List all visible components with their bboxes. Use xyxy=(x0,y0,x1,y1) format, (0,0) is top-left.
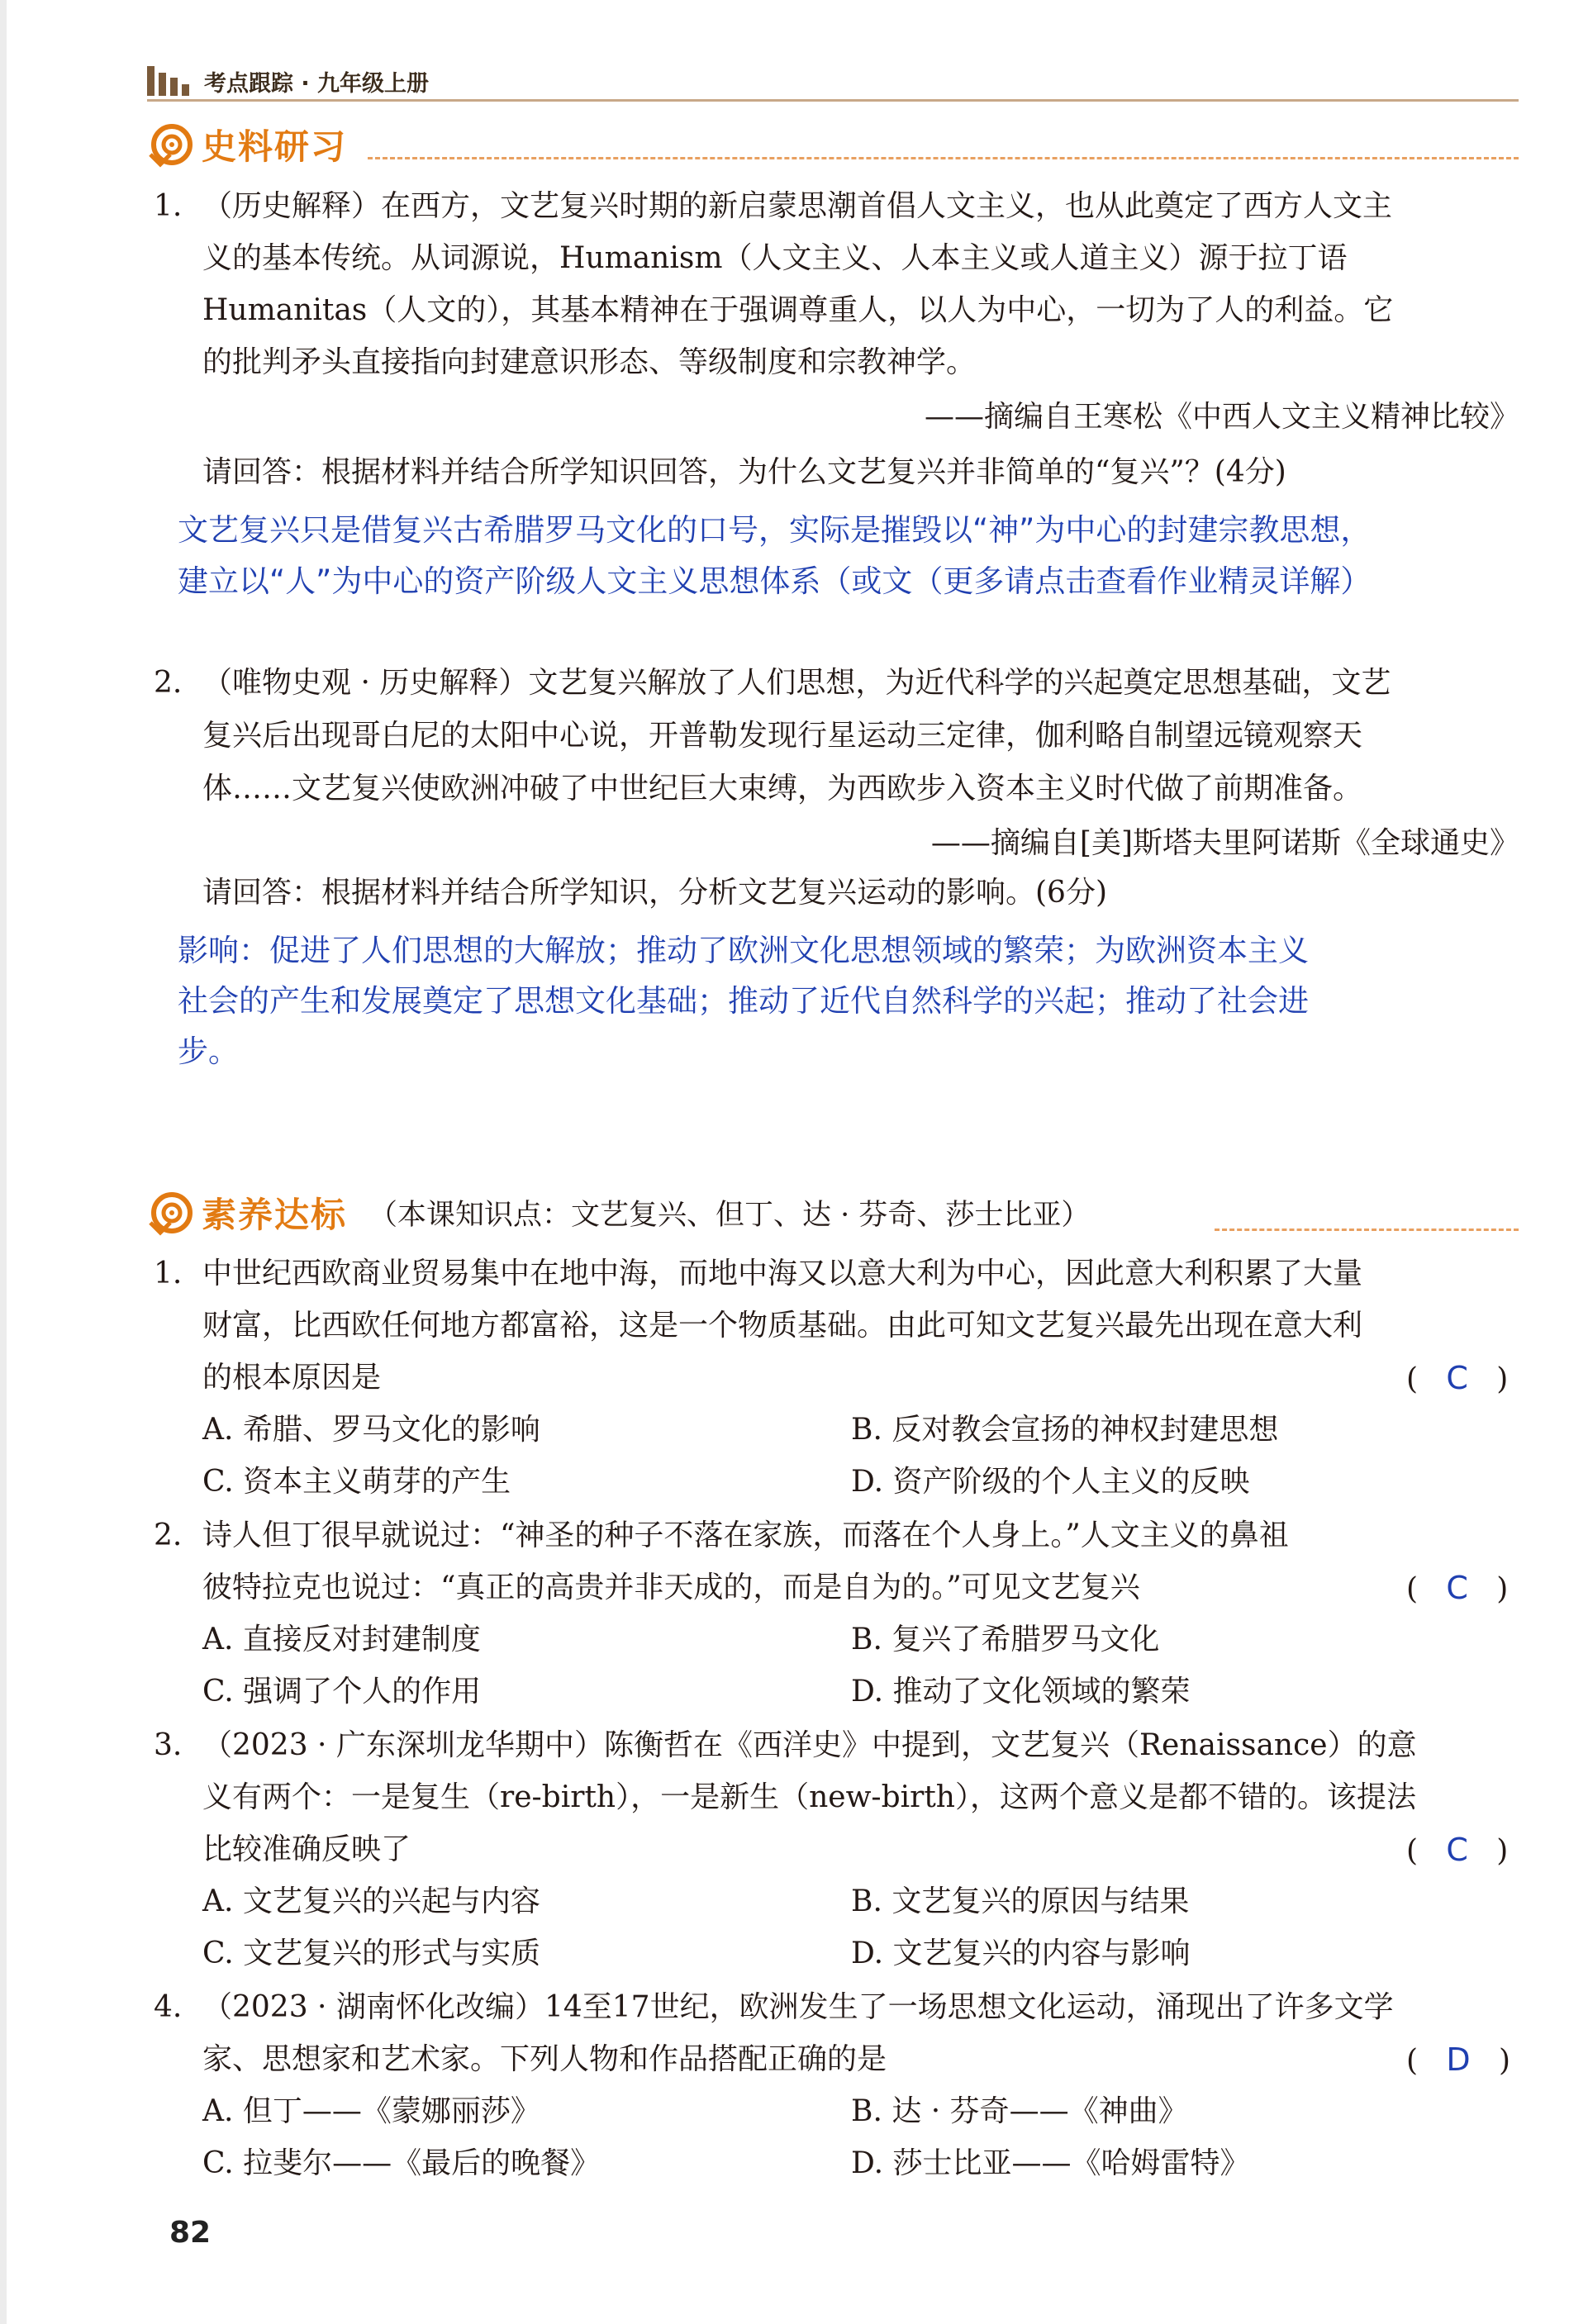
question-text-line: 彼特拉克也说过：“真正的高贵并非天成的，而是自为的。”可见文艺复兴 xyxy=(202,1571,1140,1604)
option-d: D. 推动了文化领域的繁荣 xyxy=(851,1675,1191,1709)
section-heading-research xyxy=(147,116,347,173)
answer-line: 步。 xyxy=(178,1034,239,1069)
option-c: C. 拉斐尔——《最后的晚餐》 xyxy=(202,2146,601,2180)
answer-bracket: ( C ) xyxy=(1406,1360,1509,1396)
target-icon xyxy=(147,121,193,168)
question-text-line: （历史解释）在西方，文艺复兴时期的新启蒙思潮首倡人文主义，也从此奠定了西方人文主 xyxy=(202,189,1393,223)
answer-bracket: ( C ) xyxy=(1406,1832,1509,1868)
question-text-line: 的批判矛头直接指向封建意识形态、等级制度和宗教神学。 xyxy=(202,345,977,379)
question-prompt: 请回答：根据材料并结合所学知识，分析文艺复兴运动的影响。(6分) xyxy=(202,876,1107,910)
option-b: B. 复兴了希腊罗马文化 xyxy=(851,1623,1160,1656)
answer-line: 文艺复兴只是借复兴古希腊罗马文化的口号，实际是摧毁以“神”为中心的封建宗教思想， xyxy=(178,512,1372,548)
question-number: 1. xyxy=(154,1257,183,1290)
option-a: A. 直接反对封建制度 xyxy=(202,1623,481,1656)
question-text-line: 财富，比西欧任何地方都富裕，这是一个物质基础。由此可知文艺复兴最先出现在意大利 xyxy=(202,1309,1363,1343)
option-b: B. 文艺复兴的原因与结果 xyxy=(851,1884,1190,1918)
choice-answer: C xyxy=(1446,1570,1468,1606)
header-rule xyxy=(147,99,1519,102)
section-note: （本课知识点：文艺复兴、但丁、达 · 芬奇、莎士比亚） xyxy=(368,1199,1091,1232)
question-text-line: 义有两个：一是复生（re-birth），一是新生（new-birth），这两个意义是都不错的。该提法 xyxy=(202,1780,1416,1814)
option-a: A. 但丁——《蒙娜丽莎》 xyxy=(202,2094,540,2128)
question-number: 3. xyxy=(154,1728,183,1762)
option-d: D. 文艺复兴的内容与影响 xyxy=(851,1937,1191,1970)
running-header xyxy=(147,64,429,97)
question-prompt: 请回答：根据材料并结合所学知识回答，为什么文艺复兴并非简单的“复兴”？(4分) xyxy=(202,455,1286,489)
question-text-line: 家、思想家和艺术家。下列人物和作品搭配正确的是 xyxy=(202,2042,887,2076)
page-number: 82 xyxy=(169,2216,212,2250)
answer-line: 影响：促进了人们思想的大解放；推动了欧洲文化思想领域的繁荣；为欧洲资本主义 xyxy=(178,933,1309,968)
option-b: B. 反对教会宣扬的神权封建思想 xyxy=(851,1413,1279,1447)
answer-bracket: ( D ) xyxy=(1406,2041,1511,2078)
question-number: 2. xyxy=(154,666,183,700)
quote-source: ——摘编自王寒松《中西人文主义精神比较》 xyxy=(924,400,1519,434)
question-number: 4. xyxy=(154,1990,183,2024)
question-text-line: 复兴后出现哥白尼的太阳中心说，开普勒发现行星运动三定律，伽利略自制望远镜观察天 xyxy=(202,719,1363,753)
answer-line: 建立以“人”为中心的资产阶级人文主义思想体系（或文（更多请点击查看作业精灵详解） xyxy=(178,563,1372,599)
choice-answer: D xyxy=(1446,2041,1471,2078)
question-text-line: 诗人但丁很早就说过：“神圣的种子不落在家族，而落在个人身上。”人文主义的鼻祖 xyxy=(202,1518,1289,1552)
question-text-line: 义的基本传统。从词源说，Humanism（人文主义、人本主义或人道主义）源于拉丁语 xyxy=(202,241,1348,275)
header-title: 考点跟踪 · 九年级上册 xyxy=(204,70,430,97)
section-divider xyxy=(368,157,1519,159)
question-text-line: Humanitas（人文的），其基本精神在于强调尊重人，以人为中心，一切为了人的利益。它 xyxy=(202,293,1394,327)
option-a: A. 文艺复兴的兴起与内容 xyxy=(202,1884,540,1918)
question-text-line: 中世纪西欧商业贸易集中在地中海，而地中海又以意大利为中心，因此意大利积累了大量 xyxy=(202,1257,1363,1290)
question-number: 1. xyxy=(154,189,183,223)
answer-bracket: ( C ) xyxy=(1406,1570,1509,1606)
choice-answer: C xyxy=(1446,1832,1468,1868)
quote-source: ——摘编自[美]斯塔夫里阿诺斯《全球通史》 xyxy=(930,826,1519,860)
question-text-line: （2023 · 广东深圳龙华期中）陈衡哲在《西洋史》中提到，文艺复兴（Renaissance）的意 xyxy=(202,1728,1417,1762)
question-text-line: 比较准确反映了 xyxy=(202,1832,411,1866)
question-number: 2. xyxy=(154,1518,183,1552)
choice-answer: C xyxy=(1446,1360,1468,1396)
option-c: C. 资本主义萌芽的产生 xyxy=(202,1465,511,1499)
option-c: C. 文艺复兴的形式与实质 xyxy=(202,1937,541,1970)
header-bars-icon xyxy=(147,66,189,96)
question-text-line: 体……文艺复兴使欧洲冲破了中世纪巨大束缚，为西欧步入资本主义时代做了前期准备。 xyxy=(202,772,1363,806)
question-text-line: （2023 · 湖南怀化改编）14至17世纪，欧洲发生了一场思想文化运动，涌现出了许多文学 xyxy=(202,1990,1394,2024)
section-divider xyxy=(1215,1229,1519,1231)
section-title: 史料研习 xyxy=(202,126,348,167)
page-edge xyxy=(0,0,7,2324)
question-text-line: （唯物史观 · 历史解释）文艺复兴解放了人们思想，为近代科学的兴起奠定思想基础，文艺 xyxy=(202,666,1391,700)
section-heading-practice xyxy=(147,1184,1090,1242)
option-b: B. 达 · 芬奇——《神曲》 xyxy=(851,2094,1188,2128)
target-icon xyxy=(147,1190,193,1236)
option-d: D. 资产阶级的个人主义的反映 xyxy=(851,1465,1250,1499)
option-a: A. 希腊、罗马文化的影响 xyxy=(202,1413,540,1447)
option-d: D. 莎士比亚——《哈姆雷特》 xyxy=(851,2146,1250,2180)
answer-line: 社会的产生和发展奠定了思想文化基础；推动了近代自然科学的兴起；推动了社会进 xyxy=(178,983,1309,1019)
section-title: 素养达标 xyxy=(202,1195,348,1235)
question-text-line: 的根本原因是 xyxy=(202,1361,382,1395)
option-c: C. 强调了个人的作用 xyxy=(202,1675,482,1709)
